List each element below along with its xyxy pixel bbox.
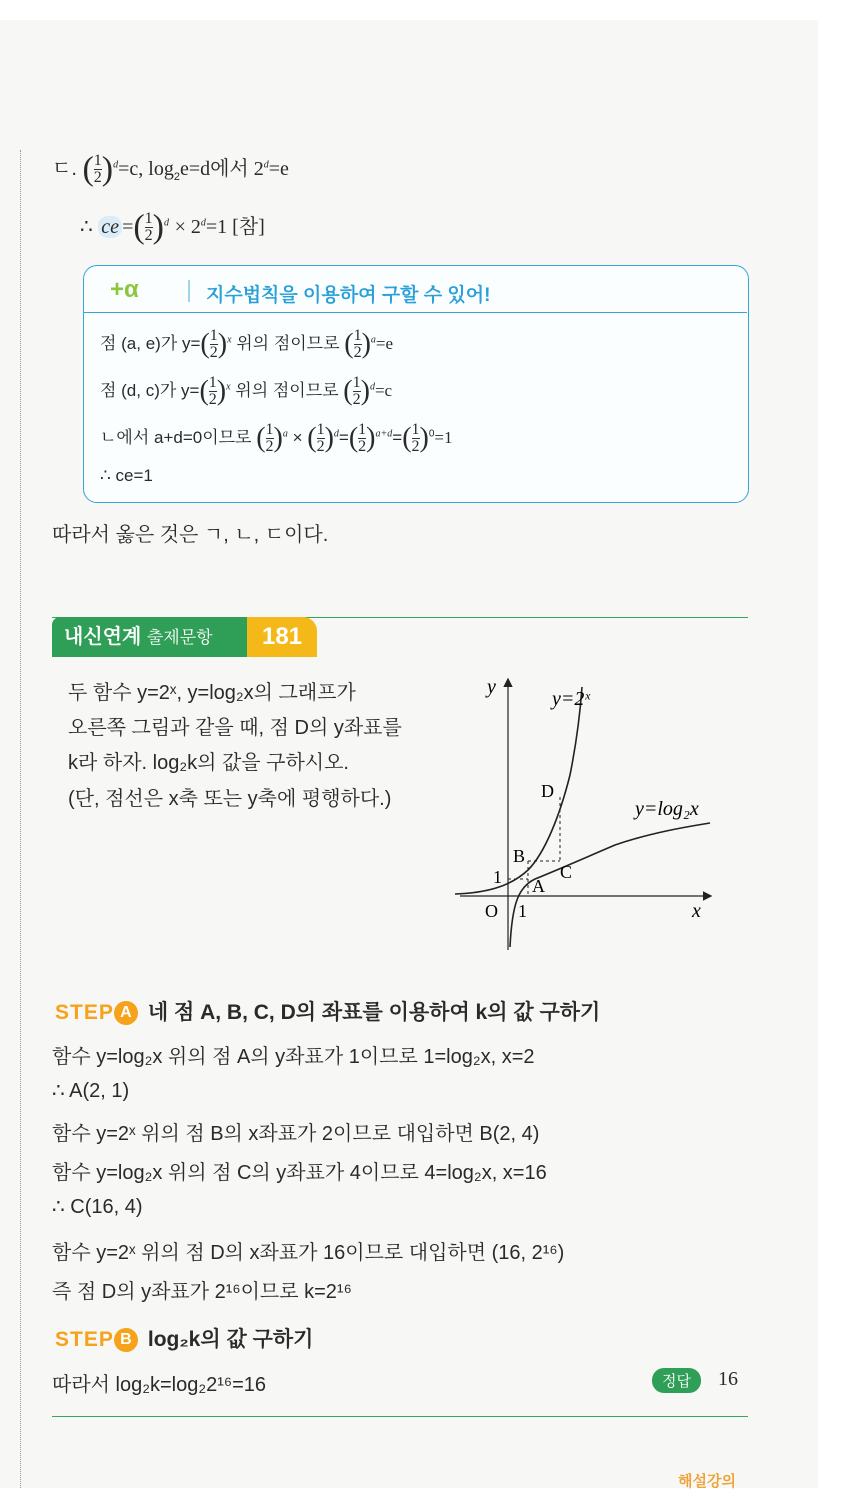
tip-title: 지수법칙을 이용하여 구할 수 있어! (206, 285, 491, 306)
step-a-line: 함수 y=log₂x 위의 점 A의 y좌표가 1이므로 1=log₂x, x=2 (52, 1046, 535, 1068)
margin-dotted-line (20, 150, 21, 1488)
tip-line4: ∴ ce=1 (100, 466, 153, 485)
step-b-line: 따라서 log₂k=log₂2¹⁶=16 (52, 1374, 267, 1396)
tip-divider (188, 280, 190, 302)
answer-value: 16 (718, 1368, 738, 1390)
answer-badge: 정답 (652, 1368, 701, 1393)
step-a-heading: STEP A 네 점 A, B, C, D의 좌표를 이용하여 k의 값 구하기 (55, 1001, 601, 1024)
one-x-label: 1 (518, 901, 527, 921)
problem-number: 181 (247, 617, 317, 657)
log-label: y=log₂x (635, 798, 699, 820)
section-rule-bottom (52, 1416, 748, 1417)
solution-c-line2: ∴ ce =( $\frac{1}{2}$ )$^d \times 2^d=1$ [참] (80, 208, 265, 246)
step-a-line: 즉 점 D의 y좌표가 2¹⁶이므로 k=2¹⁶ (52, 1281, 352, 1303)
tag-label: 내신연계 출제문항 (52, 617, 257, 657)
point-D: D (541, 781, 554, 801)
step-a-line: 함수 y=log₂x 위의 점 C의 y좌표가 4이므로 4=log₂x, x=16 (52, 1162, 547, 1184)
tip-line1: 점 (a, e)가 y=( $\frac{1}{2}$ )$^x$ 위의 점이므로 ( $\frac{1}{2}$ )$^a$=e (100, 327, 394, 361)
problem-line: 두 함수 y=2ˣ, y=log₂x의 그래프가 (68, 682, 356, 704)
tip-badge: +α (110, 276, 139, 303)
function-graph (440, 665, 740, 955)
conclusion: 따라서 옳은 것은 ㄱ, ㄴ, ㄷ이다. (52, 524, 329, 546)
point-C: C (560, 862, 573, 882)
problem-line: k라 하자. log₂k의 값을 구하시오. (68, 752, 349, 774)
step-a-line: 함수 y=2ˣ 위의 점 B의 x좌표가 2이므로 대입하면 B(2, 4) (52, 1123, 540, 1145)
y-label: y (487, 676, 496, 698)
exp-label: y=2ˣ (552, 688, 591, 710)
x-label: x (692, 900, 701, 922)
one-y-label: 1 (493, 867, 502, 887)
point-A: A (532, 876, 545, 896)
problem-line: 오른쪽 그림과 같을 때, 점 D의 y좌표를 (68, 717, 402, 739)
solution-c-line1: ㄷ. ( $\frac{1}{2}$ )$^d$=c, $\log_2e=d$에서 $2^d=e$ (52, 150, 289, 188)
step-b-heading: STEP B log₂k의 값 구하기 (55, 1328, 314, 1351)
point-B: B (513, 846, 526, 866)
step-a-line: ∴ C(16, 4) (52, 1196, 143, 1218)
step-a-line: 함수 y=2ˣ 위의 점 D의 x좌표가 16이므로 대입하면 (16, 2¹⁶) (52, 1242, 565, 1264)
footer-label: 해설강의 (678, 1473, 736, 1490)
tip-line3: ㄴ에서 a+d=0이므로 ( $\frac{1}{2}$ )$^a$ × ( $\frac{1}{2}$ )$^d$=( $\frac{1}{2}$ )$^{a+d}$=( $\frac{1}{2}$ )$^0$=1 (100, 421, 453, 455)
origin-label: O (485, 901, 498, 921)
step-a-line: ∴ A(2, 1) (52, 1080, 130, 1102)
problem-line: (단, 점선은 x축 또는 y축에 평행하다.) (68, 788, 392, 810)
tip-line2: 점 (d, c)가 y=( $\frac{1}{2}$ )$^x$ 위의 점이므로 ( $\frac{1}{2}$ )$^d$=c (100, 374, 393, 408)
tip-separator (83, 312, 747, 313)
